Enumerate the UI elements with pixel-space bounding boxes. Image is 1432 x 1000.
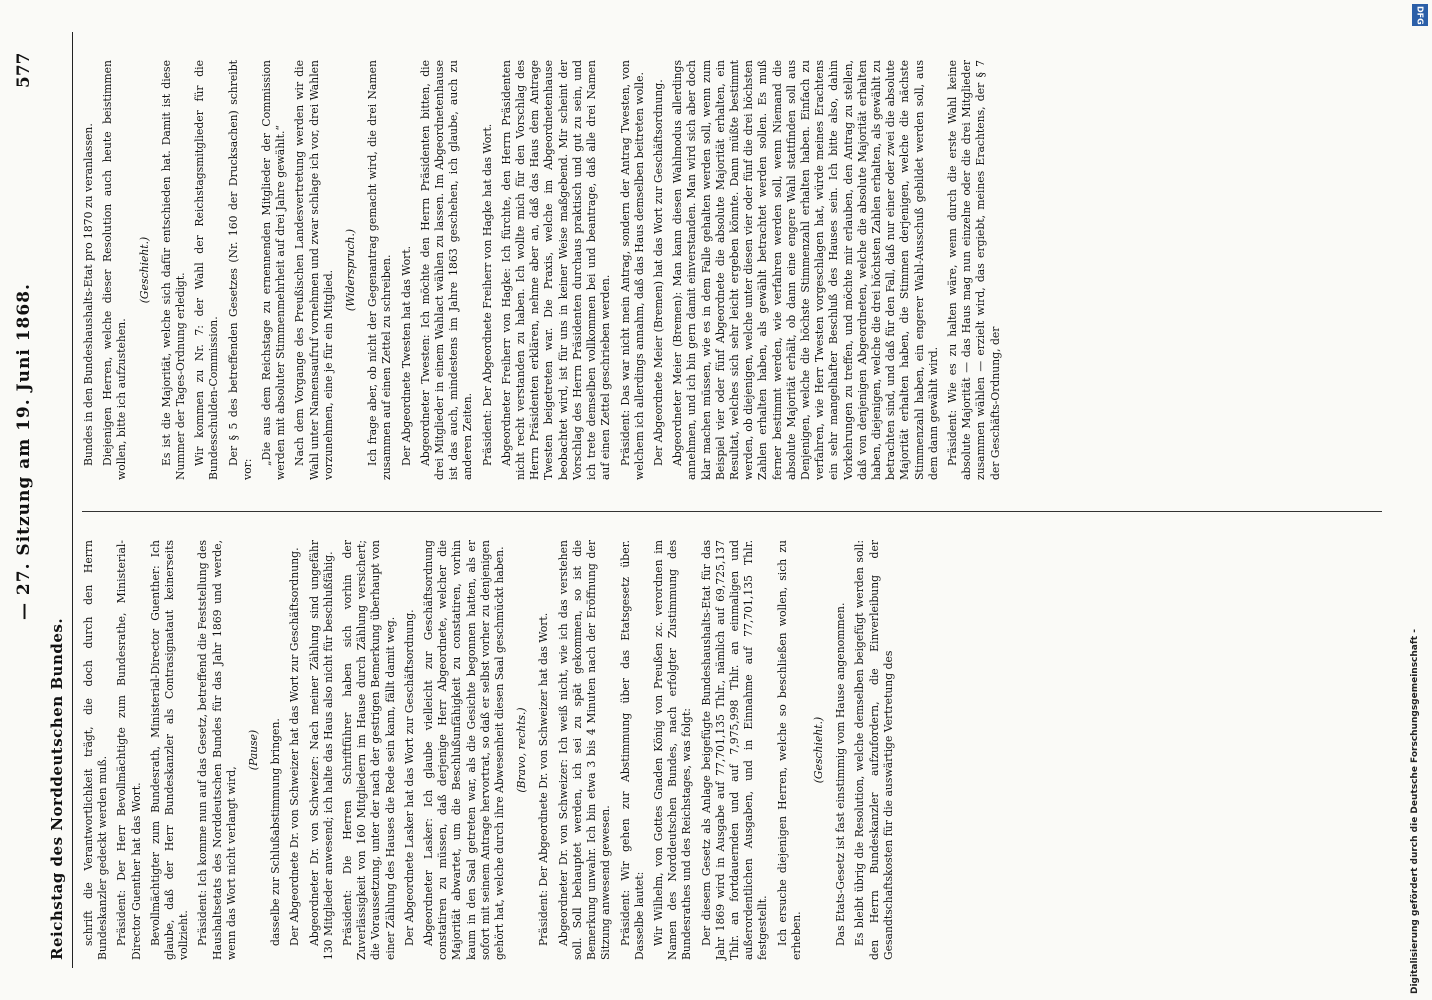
- text-column-right: [82, 60, 1008, 480]
- paragraph: Es ist die Majorität, welche sich dafür entschieden hat. Damit ist diese Nummer der Tages-Ordnung erledigt.: [159, 60, 188, 480]
- paragraph: Abgeordneter Dr. von Schweizer: Nach meiner Zählung sind ungefähr 130 Mitglieder anwesend; ich halte das Haus also nicht für beschlußfähig.: [307, 540, 335, 960]
- paragraph: schrift die Verantwortlichkeit trägt, die doch durch den Herrn Bundeskanzler gedeckt werden muß.: [82, 540, 110, 960]
- stage-direction: (Geschieht.): [811, 716, 825, 784]
- paragraph: Nach dem Vorgange des Preußischen Landesvertretung werden wir die Wahl unter Namensaufruf vornehmen und zwar schlage ich vor, drei Wahlen vorzunehmen, eine je für ein Mitglied.: [293, 60, 335, 480]
- paragraph: Der Abgeordnete Twesten hat das Wort.: [399, 245, 413, 466]
- dfg-logo: DFG: [1412, 4, 1428, 26]
- paragraph: Präsident: Der Abgeordnete Freiherr von Hagke hat das Wort.: [480, 123, 494, 466]
- page-header: [0, 0, 66, 1000]
- page-number: 577: [14, 52, 34, 88]
- paragraph: Ich ersuche diejenigen Herren, welche so beschließen wollen, sich zu erheben.: [775, 540, 803, 960]
- column-divider: [82, 511, 1382, 512]
- paragraph: Abgeordneter Twesten: Ich möchte den Herrn Präsidenten bitten, die drei Mitglieder in einem Wahlact wählen zu lassen. Im Abgeordnetenhause ist das auch, mindestens im Jahre 1863 geschehen, ich glaube, auch zu anderen Zeiten.: [418, 60, 475, 480]
- header-session-date: — 27. Sitzung am 19. Juni 1868.: [14, 283, 34, 620]
- paragraph: Präsident: Das war nicht mein Antrag, sondern der Antrag Twesten, von welchem ich allerdings annahm, daß das Haus demselben beitreten wolle.: [618, 60, 646, 480]
- paragraph: Das Etats-Gesetz ist fast einstimmig vom Hause angenommen.: [834, 602, 848, 946]
- stage-direction: (Geschieht.): [137, 236, 151, 304]
- paragraph: Abgeordneter Dr. von Schweizer: Ich weiß nicht, wie ich das verstehen soll. Soll behauptet werden, ich sei zu spät gekommen, so ist die Bemerkung unwahr. Ich bin etwa 3 bis 4 Minuten nach der Eröffnung der Sitzung anwesend gewesen.: [556, 540, 613, 960]
- paragraph: Der diesem Gesetz als Anlage beigefügte Bundeshaushalts-Etat für das Jahr 1869 wird in Ausgabe auf 77,701,135 Thlr., nämlich auf 69,725,137 Thlr. an fortdauernden und auf 7,975,998 Thlr. an einmaligen und außerordentlichen Ausgaben, und in Einnahme auf 77,701,135 Thlr. festgestellt.: [699, 540, 770, 960]
- stage-direction: (Pause): [247, 729, 261, 771]
- paragraph: Abgeordneter Freiherr von Hagke: Ich fürchte, den Herrn Präsidenten nicht recht verstanden zu haben. Ich wollte mich für den Vorschlag des Herrn Präsidenten erklären, nehme aber an, daß das Haus dem Antrage Twesten beigetreten war. Die Praxis, welche im Abgeordnetenhause beobachtet wird, ist für uns in keiner Weise maßgebend. Mir scheint der Vorschlag des Herrn Präsidenten durchaus praktisch und gut zu sein, und ich trete demselben vollkommen bei und beantrage, daß alle drei Namen auf einen Zettel geschrieben werden.: [499, 60, 613, 480]
- paragraph: Präsident: Der Herr Bevollmächtigte zum Bundesrathe, Ministerial-Director Guenther hat das Wort.: [115, 540, 143, 960]
- paragraph: Präsident: Wir gehen zur Abstimmung über das Etatsgesetz über. Dasselbe lautet:: [618, 540, 646, 960]
- digitization-credit: Digitalisierung gefördert durch die Deutsche Forschungsgemeinschaft -: [1410, 629, 1420, 994]
- stage-direction: (Bravo, rechts.): [515, 707, 529, 793]
- paragraph: Es bleibt übrig die Resolution, welche demselben beigefügt werden soll: den Herrn Bundeskanzler aufzufordern, die Einverleibung der Gesandtschaftskosten für die auswärtige Vertretung des: [853, 540, 895, 960]
- paragraph: Der Abgeordnete Lasker hat das Wort zur Geschäftsordnung.: [402, 609, 416, 946]
- paragraph: Diejenigen Herren, welche dieser Resolution auch heute beistimmen wollen, bitte ich aufzustehen.: [101, 60, 129, 480]
- paragraph: Ich frage aber, ob nicht der Gegenantrag gemacht wird, die drei Namen zusammen auf einen Zettel zu schreiben.: [366, 60, 394, 480]
- paragraph: Präsident: Wie es zu halten wäre, wenn durch die erste Wahl keine absolute Majorität — das Haus mag nun einzelne oder die drei Mitglieder zusammen wählen — erzielt wird, das ergiebt, meines Erachtens, der § 7 der Geschäfts-Ordnung, der: [945, 60, 1002, 480]
- paragraph: dasselbe zur Schlußabstimmung bringen.: [269, 718, 283, 946]
- paragraph: Präsident: Ich komme nun auf das Gesetz, betreffend die Feststellung des Haushaltsetats des Norddeutschen Bundes für das Jahr 1869 und werde, wenn das Wort nicht verlangt wird,: [196, 540, 238, 960]
- paragraph: Der § 5 des betreffenden Gesetzes (Nr. 160 der Drucksachen) schreibt vor:: [226, 60, 254, 480]
- paragraph: Der Abgeordnete Dr. von Schweizer hat das Wort zur Geschäftsordnung.: [288, 547, 302, 946]
- header-rule: [72, 32, 73, 968]
- text-column-left: [82, 540, 901, 960]
- stage-direction: (Widerspruch.): [344, 228, 358, 312]
- paragraph: Abgeordneter Lasker: Ich glaube vielleicht zur Geschäftsordnung constatiren zu müssen, daß derjenige Herr Abgeordnete, welcher die Majorität abwartet, um die Beschlußunfähigkeit zu constatiren, vorhin kaum in den Saal getreten war, als die Gesichte begonnen hatten, als er sofort mit seinem Antrage hervortrat, so daß er selbst vorher zu denjenigen gehört hat, welche durch ihre Abwesenheit diesen Saal geschmückt haben.: [422, 540, 507, 960]
- paragraph: Bundes in den Bundeshaushalts-Etat pro 1870 zu veranlassen.: [82, 123, 95, 466]
- paragraph: Wir kommen zu Nr. 7: der Wahl der Reichstagsmitglieder für die Bundesschulden-Commission.: [193, 60, 221, 480]
- paragraph: „Die aus dem Reichstage zu ernennenden Mitglieder der Commission werden mit absoluter Stimmenmehrheit auf drei Jahre gewählt.“: [260, 60, 288, 480]
- paragraph: Wir Wilhelm, von Gottes Gnaden König von Preußen zc. verordnen im Namen des Norddeutschen Bundes, nach erfolgter Zustimmung des Bundesrathes und des Reichstages, was folgt:: [651, 540, 694, 960]
- paragraph: Bevollmächtigter zum Bundesrath, Ministerial-Director Guenther: Ich glaube, daß der Herr Bundeskanzler als Contrasignataut keinerseits vollzieht.: [148, 540, 191, 960]
- paragraph: Präsident: Die Herren Schriftführer haben sich vorhin der Zuverlässigkeit von 160 Mitgliedern im Hause durch Zählung versichert; die Voraussetzung, unter der nach der gestrigen Bemerkung überhaupt von einer Zählung des Hauses die Rede sein kann, fällt damit weg.: [341, 540, 397, 960]
- header-publication-title: Reichstag des Norddeutschen Bundes.: [48, 617, 66, 960]
- paragraph: Präsident: Der Abgeordnete Dr. von Schweizer hat das Wort.: [537, 612, 551, 946]
- paragraph: Der Abgeordnete Meier (Bremen) hat das Wort zur Geschäftsordnung.: [651, 79, 665, 466]
- paragraph: Abgeordneter Meier (Bremen): Man kann diesen Wahlmodus allerdings annehmen, und ich bin gern damit einverstanden. Man wird sich aber doch klar machen müssen, wie es in dem Falle gehalten werden soll, wenn zum Beispiel vier oder fünf Abgeordnete die absolute Majorität erhalten, ein Resultat, welches sich sehr leicht ergeben könnte. Dann müßte bestimmt werden, ob diejenigen, welche unter diesen vier oder fünf die drei höchsten Zahlen erhalten haben, als gewählt betrachtet werden sollen. Es muß ferner bestimmt werden, wie verfahren werden soll, wenn Niemand die absolute Majorität erhält, ob dann eine engere Wahl stattfinden soll aus Denjenigen, welche die höchste Stimmenzahl erhalten haben. Einfach zu verfahren, wie Herr Twesten vorgeschlagen hat, würde meines Erachtens ein sehr mangelhafter Beschluß des Hauses sein. Ich bitte also, dahin Vorkehrungen zu treffen, und möchte mir erlauben, den Antrag zu stellen, daß von denjenigen Abgeordneten, welche die absolute Majorität erhalten haben, diejenigen, welche die drei höchsten Zahlen erhalten, als gewählt zu betrachten sind, und daß für den Fall, daß nur einer oder zwei die absolute Majorität erhalten haben, die Stimmen derjenigen, welche die nächste Stimmenzahl haben, ein engerer Wahl-Ausschuß gebildet werden soll, aus dem dann gewählt wird.: [671, 60, 940, 480]
